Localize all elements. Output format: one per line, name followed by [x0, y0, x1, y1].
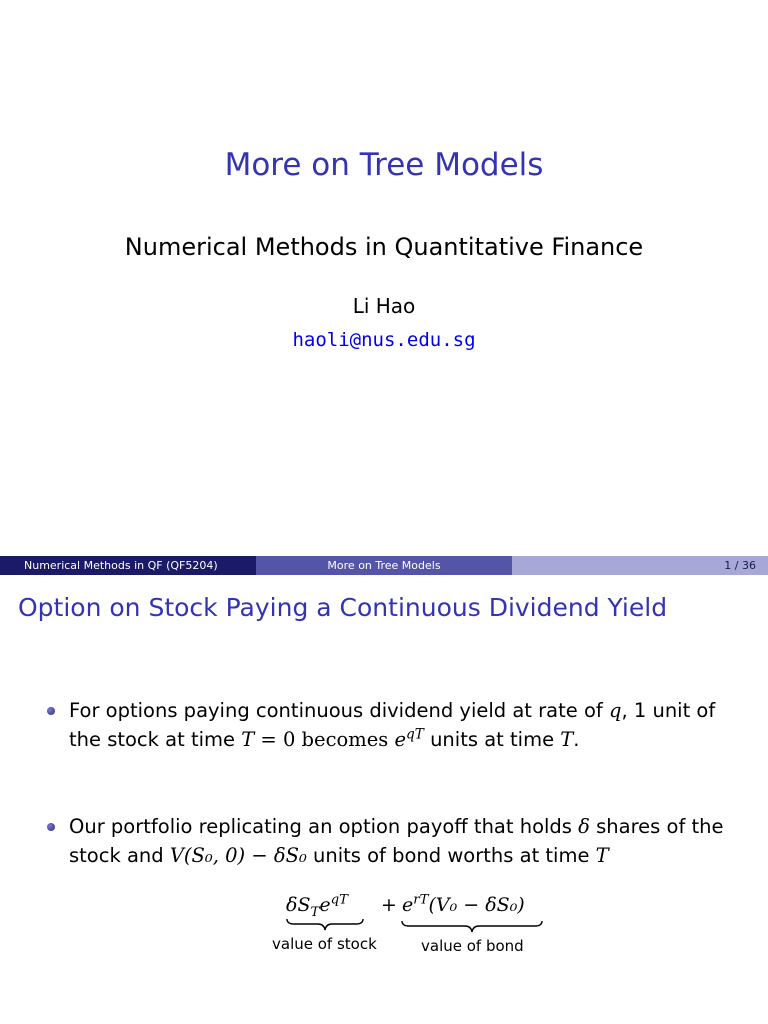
- value-of-bond-label: value of bond: [421, 937, 524, 955]
- bullet-icon: [47, 823, 55, 831]
- bullet2-line2: stock and V(S₀, 0) − δS₀ units of bond worths at time T: [69, 844, 609, 867]
- replication-equation: [0, 888, 768, 958]
- bullet-portfolio: [69, 812, 749, 870]
- bullet1-line1: For options paying continuous dividend yield at rate of q, 1 unit of: [69, 699, 716, 722]
- frame-title: Option on Stock Paying a Continuous Dividend Yield: [18, 593, 668, 622]
- footer-course: Numerical Methods in QF (QF5204): [0, 556, 256, 575]
- stock-value-term: $\delta S_Te^{qT}$: [286, 892, 348, 920]
- underbrace-stock-icon: [286, 918, 364, 932]
- underbrace-bond-icon: [401, 920, 543, 934]
- bullet-dividend-yield: [69, 696, 749, 754]
- presentation-title: More on Tree Models: [224, 147, 544, 183]
- slide-footer: [0, 556, 768, 575]
- bullet2-line1: Our portfolio replicating an option payoff that holds δ shares of the: [69, 815, 724, 838]
- bullet1-line2: the stock at time T = 0 becomes $e^{qT}$ units at time T.: [69, 726, 580, 751]
- footer-page-number: 1 / 36: [512, 556, 768, 575]
- value-of-stock-label: value of stock: [272, 935, 377, 953]
- bullet-icon: [47, 707, 55, 715]
- presentation-subtitle: Numerical Methods in Quantitative Finance: [124, 233, 644, 261]
- footer-section: More on Tree Models: [256, 556, 512, 575]
- plus-sign: +: [381, 894, 397, 916]
- author-name: Li Hao: [352, 294, 416, 318]
- bond-value-term: $e^{rT}(V_0 - \delta S_0)$: [402, 892, 525, 916]
- author-email-link[interactable]: haoli@nus.edu.sg: [292, 329, 476, 351]
